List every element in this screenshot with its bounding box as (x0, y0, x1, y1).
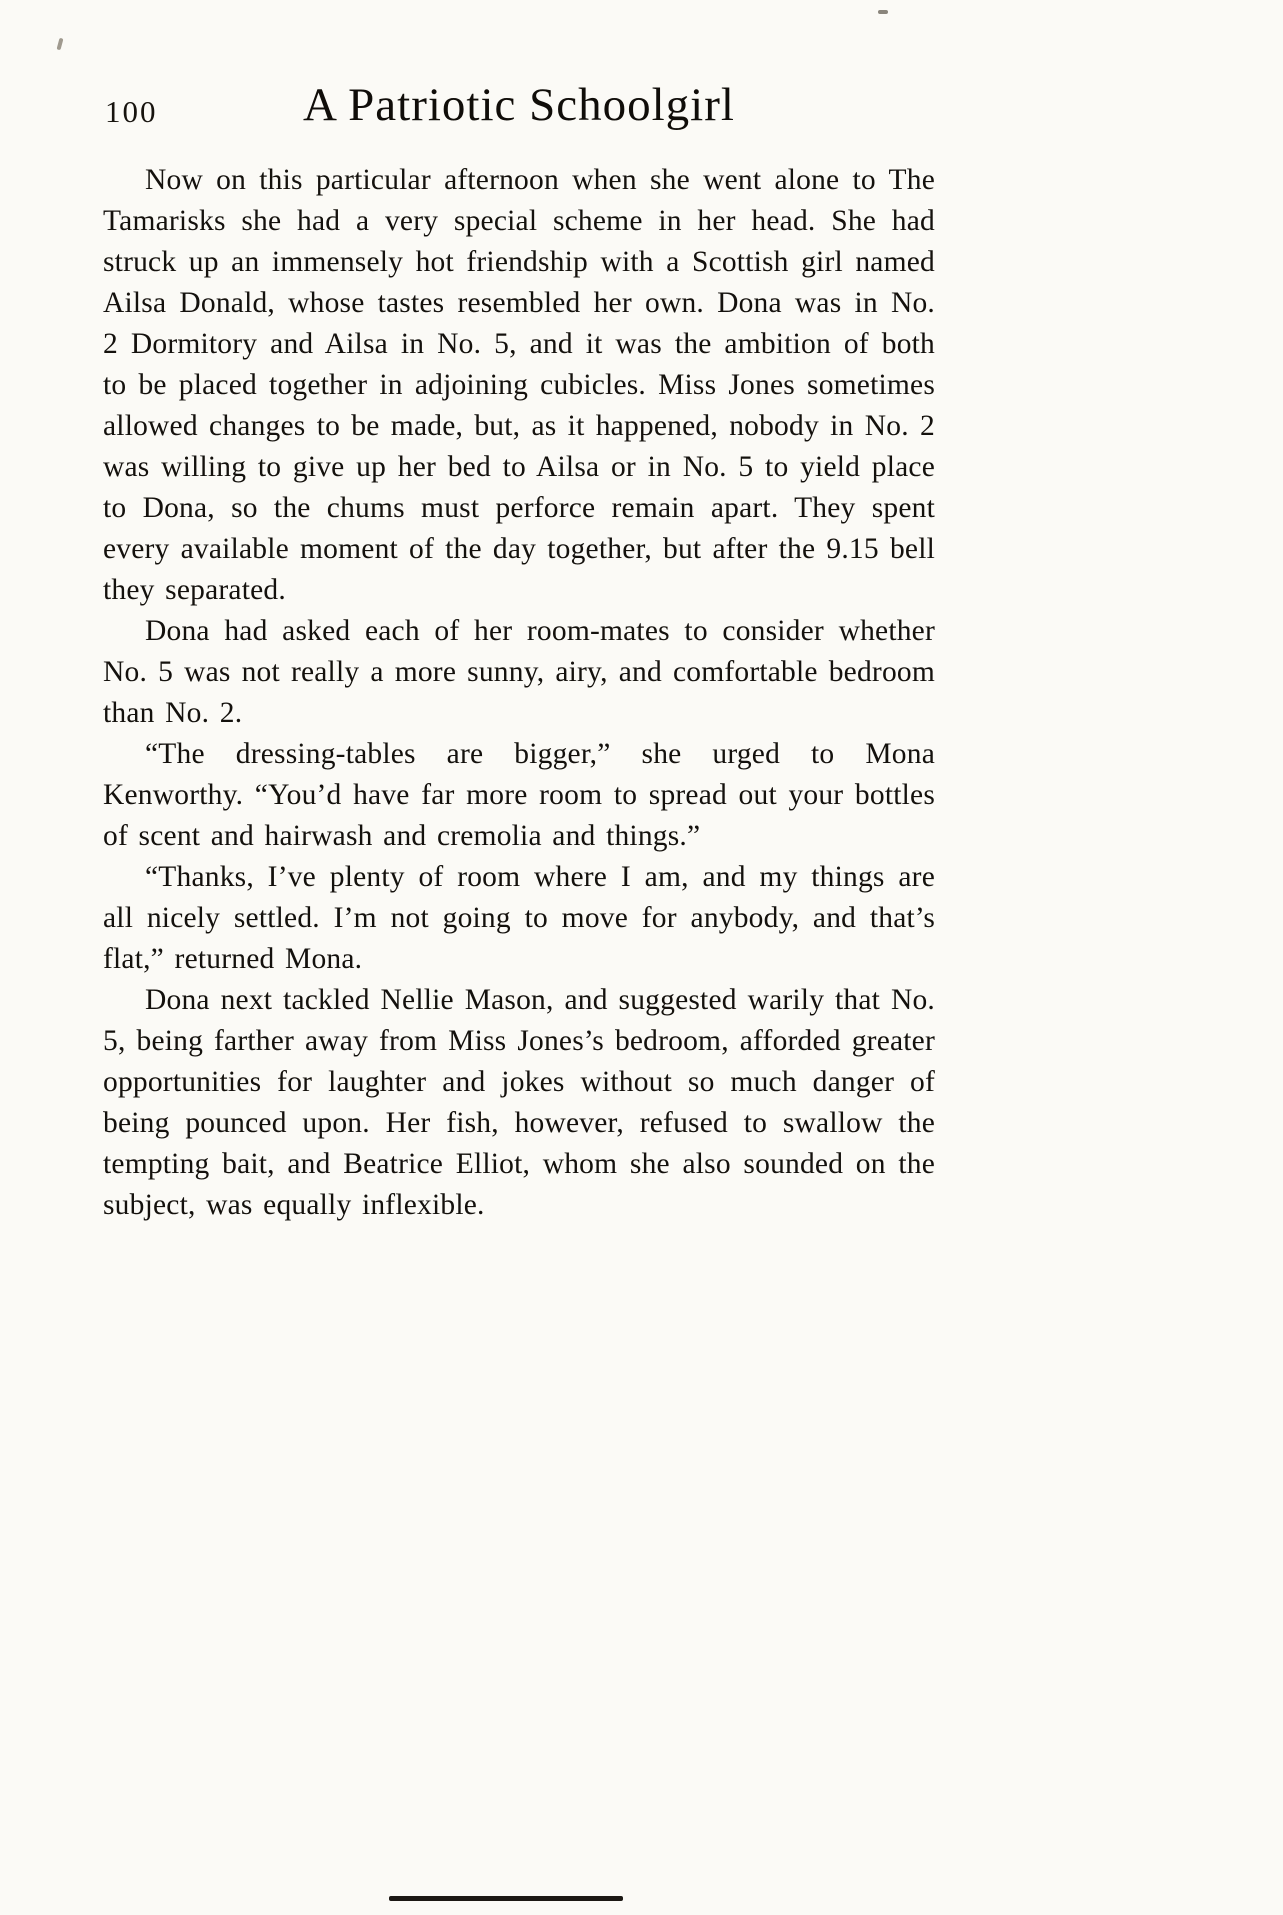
paragraph: “The dressing-tables are bigger,” she urged to Mona Kenworthy. “You’d have far more room to spread out your bottles of scent and hairwash and cremolia and things.” (103, 738, 935, 852)
page-body (103, 160, 935, 1226)
page-header (103, 74, 935, 136)
page-title: A Patriotic Schoolgirl (303, 79, 735, 131)
paragraph: “Thanks, I’ve plenty of room where I am, and my things are all nicely settled. I’m not going to move for anybody, and that’s flat,” returned Mona. (103, 861, 935, 975)
paragraph: Dona had asked each of her room-mates to consider whether No. 5 was not really a more sunny, airy, and comfortable bedroom than No. 2. (103, 615, 935, 729)
paragraph: Now on this particular afternoon when she went alone to The Tamarisks she had a very special scheme in her head. She had struck up an immensely hot friendship with a Scottish girl named Ailsa Donald, whose tastes resembled her own. Dona was in No. 2 Dormitory and Ailsa in No. 5, and it was the ambition of both to be placed together in adjoining cubicles. Miss Jones sometimes allowed changes to be made, but, as it happened, nobody in No. 2 was willing to give up her bed to Ailsa or in No. 5 to yield place to Dona, so the chums must perforce remain apart. They spent every available moment of the day together, but after the 9.15 bell they separated. (103, 164, 935, 606)
scan-artifact-speck (878, 10, 888, 14)
scan-artifact-line (389, 1896, 623, 1901)
paragraph: Dona next tackled Nellie Mason, and suggested warily that No. 5, being farther away from Miss Jones’s bedroom, afforded greater opportunities for laughter and jokes without so much danger of being pounced upon. Her fish, however, refused to swallow the tempting bait, and Beatrice Elliot, whom she also sounded on the subject, was equally inflexible. (103, 984, 935, 1221)
scan-artifact-speck (57, 38, 64, 51)
page-number: 100 (105, 94, 158, 129)
page-content (103, 74, 935, 1226)
